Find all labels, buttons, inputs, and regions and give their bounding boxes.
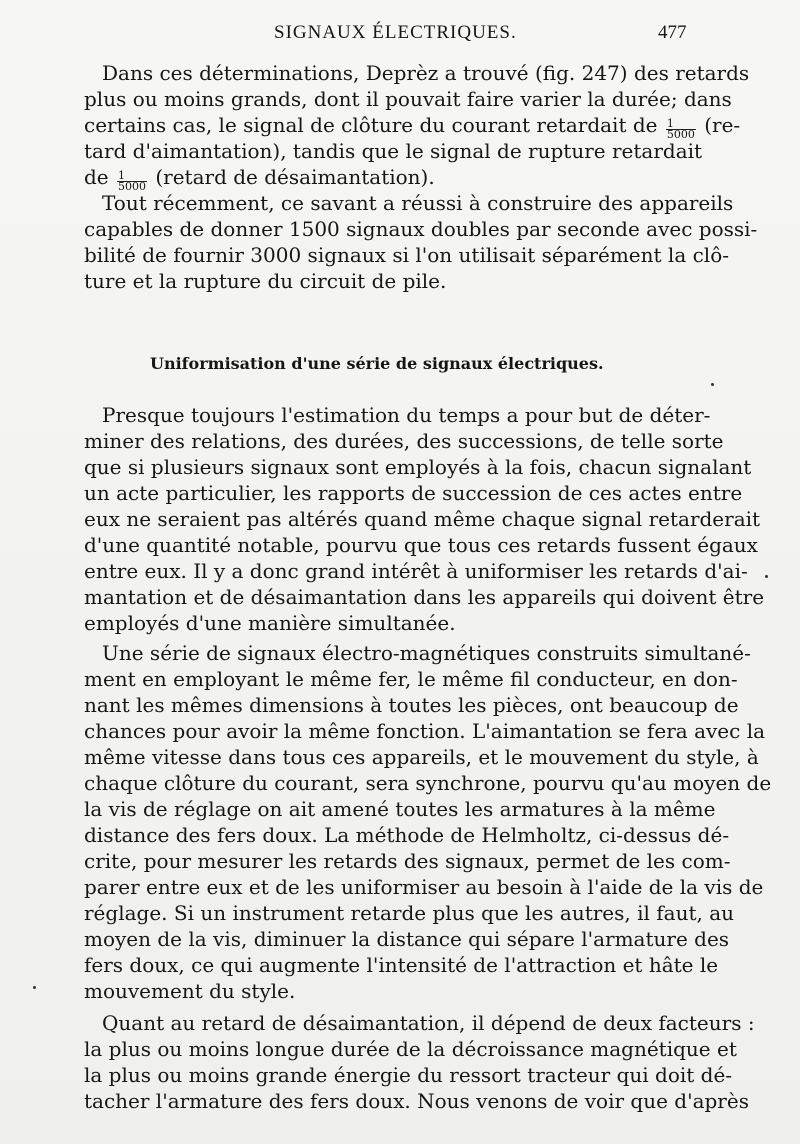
paragraph-4-line-14: mouvement du style. [84,979,296,1003]
page-header [0,22,800,50]
paragraph-4-line-9: crite, pour mesurer les retards des signaux, permet de les com- [84,849,731,873]
fraction-retard-aimantation [666,119,696,140]
paragraph-5-line-3: la plus ou moins grande énergie du ressort tracteur qui doit dé- [84,1063,733,1087]
paragraph-1-line-2: plus ou moins grands, dont il pouvait faire varier la durée; dans [84,87,732,111]
paragraph-3-line-5: eux ne seraient pas altérés quand même chaque signal retarderait [84,507,761,531]
paragraph-2-line-1: Tout récemment, ce savant a réussi à construire des appareils [102,191,734,215]
paragraph-4-line-12: moyen de la vis, diminuer la distance qui sépare l'armature des [84,927,730,951]
paragraph-1-line-5-text: de [84,165,109,189]
paragraph-1-line-3-text: certains cas, le signal de clôture du courant retardait de [84,113,658,137]
fraction-denominator: 5000 [666,128,695,141]
paragraph-3-line-7: entre eux. Il y a donc grand intérêt à uniformiser les retards d'ai- [84,559,748,583]
paragraph-4-line-5: même vitesse dans tous ces appareils, et le mouvement du style, à [84,745,759,769]
paragraph-4-line-13: fers doux, ce qui augmente l'intensité de l'attraction et hâte le [84,953,719,977]
paragraph-3-line-3: que si plusieurs signaux sont employés à la fois, chacun signalant [84,455,752,479]
paragraph-2-line-2: capables de donner 1500 signaux doubles par seconde avec possi- [84,217,758,241]
print-speck [33,986,36,989]
paragraph-5-line-4: tacher l'armature des fers doux. Nous venons de voir que d'après [84,1089,749,1113]
paragraph-1-line-1: Dans ces déterminations, Deprèz a trouvé (fig. 247) des retards [102,61,750,85]
paragraph-1-line-5 [84,164,696,192]
section-heading: Uniformisation d'une série de signaux électriques. [150,354,604,373]
fraction-numerator: 1 [117,171,147,182]
paragraph-4-line-6: chaque clôture du courant, sera synchrone, pourvu qu'au moyen de [84,771,772,795]
paragraph-1-line-4: tard d'aimantation), tandis que le signal de rupture retardait [84,139,703,163]
fraction-numerator: 1 [666,119,696,130]
paragraph-4-line-4: chances pour avoir la même fonction. L'aimantation se fera avec la [84,719,766,743]
print-speck [711,383,714,386]
paragraph-4-line-3: nant les mêmes dimensions à toutes les pièces, ont beaucoup de [84,693,739,717]
paragraph-5-line-2: la plus ou moins longue durée de la décroissance magnétique et [84,1037,737,1061]
paragraph-5-line-1: Quant au retard de désaimantation, il dépend de deux facteurs : [102,1011,755,1035]
fraction-denominator: 5000 [118,180,146,193]
paragraph-4-line-8: distance des fers doux. La méthode de Helmholtz, ci-dessus dé- [84,823,730,847]
paragraph-4-line-7: la vis de réglage on ait amené toutes les armatures à la même [84,797,716,821]
paragraph-3-line-4: un acte particulier, les rapports de succession de ces actes entre [84,481,743,505]
paragraph-1-line-3-end: (re- [704,113,741,137]
paragraph-4-line-10: parer entre eux et de les uniformiser au besoin à l'aide de la vis de [84,875,764,899]
paragraph-3-line-8: mantation et de désaimantation dans les appareils qui doivent être [84,585,765,609]
print-speck [765,575,768,578]
paragraph-4-line-2: ment en employant le même fer, le même fil conducteur, en don- [84,667,738,691]
paragraph-3-line-2: miner des relations, des durées, des successions, de telle sorte [84,429,724,453]
paragraph-1-line-3 [84,112,741,141]
paragraph-3-line-9: employés d'une manière simultanée. [84,611,456,635]
paragraph-2-line-4: ture et la rupture du circuit de pile. [84,269,447,293]
paragraph-2-line-3: bilité de fournir 3000 signaux si l'on utilisait séparément la clô- [84,243,729,267]
fraction-retard-desaimantation [117,171,147,192]
running-title: SIGNAUX ÉLECTRIQUES. [274,22,517,43]
page-number: 477 [658,22,687,43]
paragraph-4-line-1: Une série de signaux électro-magnétiques construits simultané- [102,641,751,665]
paragraph-4-line-11: réglage. Si un instrument retarde plus que les autres, il faut, au [84,901,735,925]
paragraph-1-line-5-end: (retard de désaimantation). [155,165,435,189]
paragraph-3-line-1: Presque toujours l'estimation du temps a pour but de déter- [102,403,711,427]
paragraph-3-line-6: d'une quantité notable, pourvu que tous ces retards fussent égaux [84,533,758,557]
